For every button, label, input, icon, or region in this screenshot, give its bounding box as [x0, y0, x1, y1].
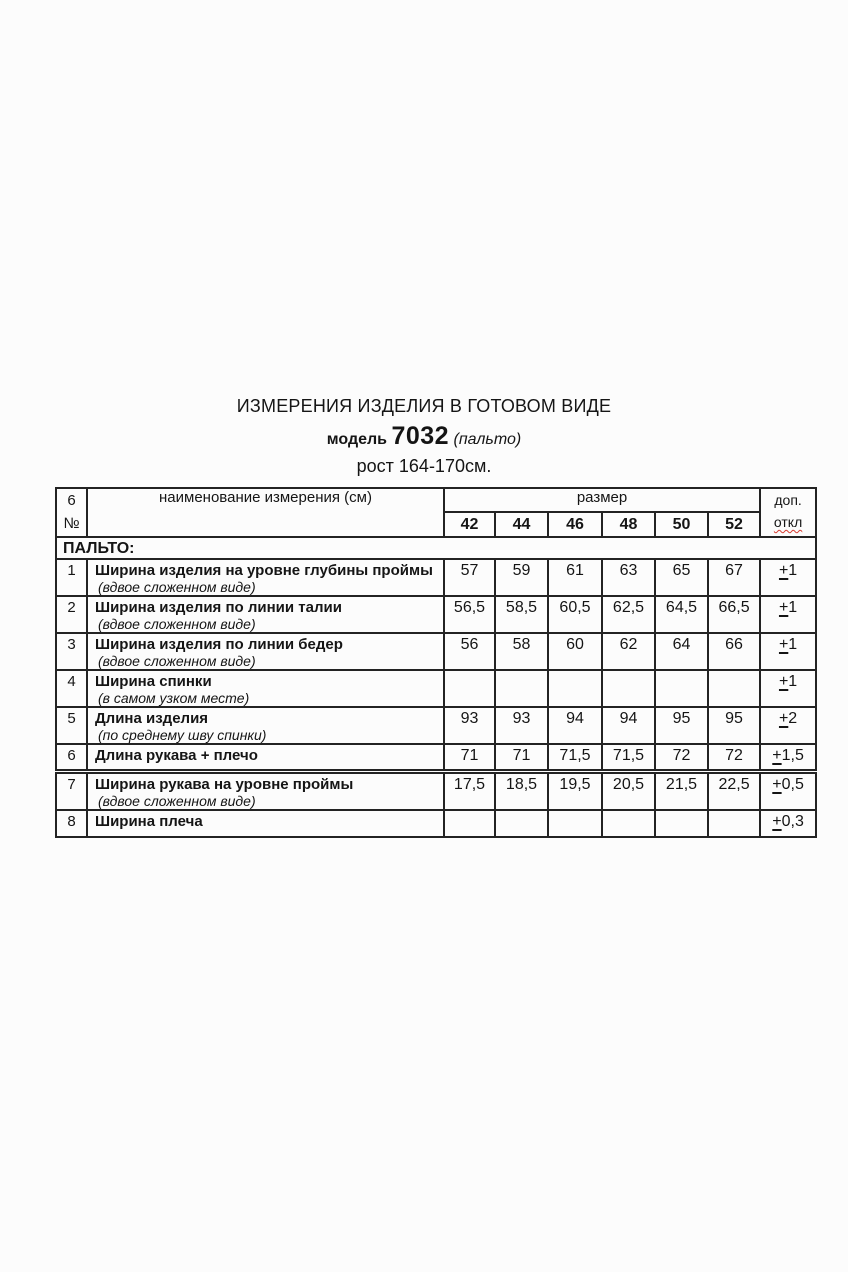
- size-value-cell: 62: [602, 633, 655, 670]
- measurement-name-cell: [87, 559, 444, 596]
- measurement-name-cell: [87, 810, 444, 837]
- tolerance-cell: [760, 596, 816, 633]
- measurement-name: Ширина изделия по линии бедер: [95, 636, 343, 653]
- size-value-cell: 71,5: [548, 744, 602, 771]
- row-number-cell: 4: [56, 670, 87, 707]
- model-garment-type: (пальто): [453, 431, 522, 448]
- size-value-cell: 71: [495, 744, 548, 771]
- size-value-cell: 17,5: [444, 771, 495, 810]
- size-value-cell: 58: [495, 633, 548, 670]
- tolerance-cell: [760, 633, 816, 670]
- tolerance-value: 1,5: [781, 747, 804, 764]
- size-column-header: 50: [655, 512, 708, 537]
- table-row: [56, 771, 816, 810]
- row-number-cell: 1: [56, 559, 87, 596]
- size-value-cell: 94: [548, 707, 602, 744]
- size-value-cell: 66: [708, 633, 760, 670]
- size-value-cell: 72: [655, 744, 708, 771]
- measurement-name-cell: [87, 670, 444, 707]
- height-range: рост 164-170см.: [356, 456, 492, 476]
- size-value-cell: 64: [655, 633, 708, 670]
- row-number-cell: 5: [56, 707, 87, 744]
- size-value-cell: 62,5: [602, 596, 655, 633]
- tolerance-value: 1: [788, 562, 798, 579]
- size-value-cell: 71: [444, 744, 495, 771]
- tolerance-value: 1: [788, 673, 798, 690]
- size-column-header: 48: [602, 512, 655, 537]
- size-value-cell: 63: [602, 559, 655, 596]
- corner-header-top: 6: [67, 492, 76, 509]
- size-value-cell: 18,5: [495, 771, 548, 810]
- measurement-subnote: (в самом узком месте): [98, 690, 250, 706]
- measurement-name: Ширина плеча: [95, 812, 203, 830]
- tolerance-header-bottom: откл: [773, 514, 803, 530]
- tolerance-cell: [760, 670, 816, 707]
- row-number-cell: 3: [56, 633, 87, 670]
- size-value-cell: 71,5: [602, 744, 655, 771]
- plus-minus-sign: +: [778, 710, 789, 727]
- plus-minus-sign: +: [778, 673, 789, 690]
- measurement-name: Ширина изделия на уровне глубины проймы: [95, 562, 433, 579]
- tolerance-value: 0,3: [781, 812, 804, 830]
- table-body: [56, 559, 816, 837]
- size-value-cell: [655, 670, 708, 707]
- size-group-header: размер: [444, 488, 760, 512]
- size-value-cell: [444, 810, 495, 837]
- measurement-subnote: (вдвое сложенном виде): [98, 653, 256, 669]
- row-number-cell: 7: [56, 771, 87, 810]
- size-value-cell: 95: [655, 707, 708, 744]
- size-value-cell: [548, 670, 602, 707]
- size-value-cell: 64,5: [655, 596, 708, 633]
- table-row: [56, 744, 816, 771]
- size-value-cell: 58,5: [495, 596, 548, 633]
- size-value-cell: 95: [708, 707, 760, 744]
- measurement-name-cell: [87, 633, 444, 670]
- size-value-cell: 56: [444, 633, 495, 670]
- tolerance-value: 1: [788, 599, 798, 616]
- size-value-cell: 60: [548, 633, 602, 670]
- measurement-name: Ширина изделия по линии талии: [95, 599, 342, 616]
- size-value-cell: 22,5: [708, 771, 760, 810]
- section-label: ПАЛЬТО:: [56, 537, 816, 559]
- tolerance-cell: [760, 771, 816, 810]
- size-value-cell: 21,5: [655, 771, 708, 810]
- measurement-name: Ширина спинки: [95, 673, 212, 690]
- measurement-subnote: (вдвое сложенном виде): [98, 616, 256, 632]
- size-value-cell: [548, 810, 602, 837]
- corner-header-number-sign: №: [63, 515, 80, 532]
- model-number: 7032: [391, 422, 450, 450]
- measurement-name-header: наименование измерения (см): [87, 488, 444, 537]
- size-value-cell: 56,5: [444, 596, 495, 633]
- size-value-cell: 20,5: [602, 771, 655, 810]
- size-value-cell: [495, 810, 548, 837]
- size-value-cell: 66,5: [708, 596, 760, 633]
- table-row: [56, 707, 816, 744]
- size-value-cell: [708, 670, 760, 707]
- measurement-name: Ширина рукава на уровне проймы: [95, 775, 354, 793]
- size-value-cell: [602, 670, 655, 707]
- size-column-header: 44: [495, 512, 548, 537]
- size-value-cell: [495, 670, 548, 707]
- measurement-name-cell: [87, 596, 444, 633]
- plus-minus-sign: +: [772, 747, 782, 764]
- size-value-cell: 19,5: [548, 771, 602, 810]
- table-header-row-1: [56, 488, 816, 512]
- table-row: [56, 810, 816, 837]
- tolerance-header-cell: [760, 488, 816, 537]
- size-column-header: 46: [548, 512, 602, 537]
- size-value-cell: [655, 810, 708, 837]
- table-row: [56, 596, 816, 633]
- measurement-subnote: (вдвое сложенном виде): [98, 579, 256, 595]
- size-column-header: 42: [444, 512, 495, 537]
- size-value-cell: 93: [444, 707, 495, 744]
- plus-minus-sign: +: [778, 599, 789, 616]
- tolerance-value: 0,5: [781, 775, 804, 793]
- row-number-cell: 8: [56, 810, 87, 837]
- tolerance-cell: [760, 810, 816, 837]
- size-value-cell: 60,5: [548, 596, 602, 633]
- measurement-name: Длина рукава + плечо: [95, 747, 258, 764]
- size-value-cell: 59: [495, 559, 548, 596]
- document-title: ИЗМЕРЕНИЯ ИЗДЕЛИЯ В ГОТОВОМ ВИДЕ: [236, 396, 612, 416]
- size-value-cell: 94: [602, 707, 655, 744]
- document-title-block: [0, 397, 848, 475]
- tolerance-header-top: доп.: [774, 492, 802, 508]
- measurement-name-cell: [87, 744, 444, 771]
- size-value-cell: [708, 810, 760, 837]
- tolerance-cell: [760, 707, 816, 744]
- tolerance-cell: [760, 559, 816, 596]
- size-value-cell: 61: [548, 559, 602, 596]
- size-value-cell: [602, 810, 655, 837]
- row-number-cell: 6: [56, 744, 87, 771]
- table-row: [56, 633, 816, 670]
- measurement-name: Длина изделия: [95, 710, 209, 727]
- size-value-cell: 72: [708, 744, 760, 771]
- model-line: [0, 424, 848, 449]
- tolerance-value: 1: [788, 636, 798, 653]
- row-number-cell: 2: [56, 596, 87, 633]
- tolerance-value: 2: [788, 710, 798, 727]
- size-value-cell: 93: [495, 707, 548, 744]
- plus-minus-sign: +: [778, 636, 789, 653]
- section-row: [56, 537, 816, 559]
- size-value-cell: 67: [708, 559, 760, 596]
- measurement-name-cell: [87, 771, 444, 810]
- measurement-subnote: (по среднему шву спинки): [98, 727, 267, 743]
- measurement-subnote: (вдвое сложенном виде): [98, 792, 256, 809]
- table-row: [56, 559, 816, 596]
- corner-header-cell: [56, 488, 87, 537]
- plus-minus-sign: +: [778, 562, 789, 579]
- plus-minus-sign: +: [772, 775, 782, 793]
- size-column-header: 52: [708, 512, 760, 537]
- table-row: [56, 670, 816, 707]
- plus-minus-sign: +: [772, 812, 782, 830]
- model-label: модель: [326, 431, 388, 448]
- tolerance-cell: [760, 744, 816, 771]
- size-value-cell: 65: [655, 559, 708, 596]
- size-value-cell: [444, 670, 495, 707]
- measurements-table: [55, 487, 817, 838]
- measurement-name-cell: [87, 707, 444, 744]
- size-value-cell: 57: [444, 559, 495, 596]
